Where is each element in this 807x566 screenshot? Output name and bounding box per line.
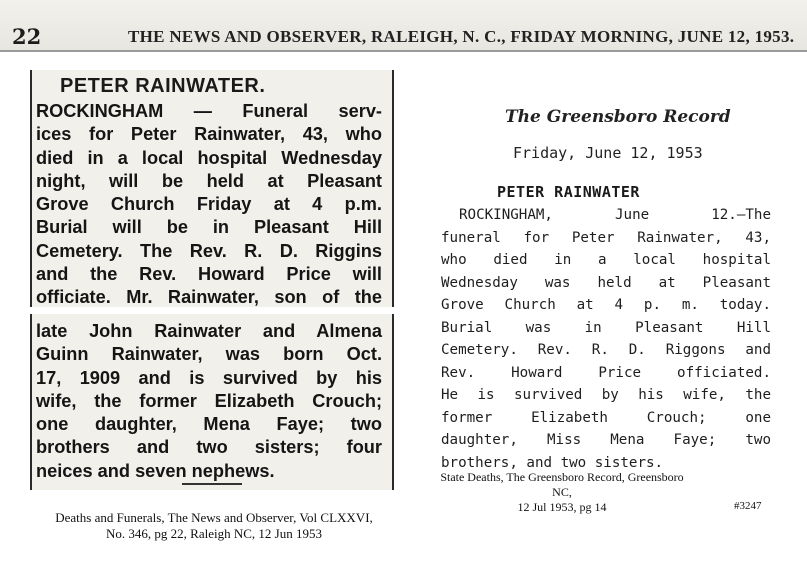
text-line: brothers and two sisters; four bbox=[36, 437, 382, 458]
citation-line: State Deaths, The Greensboro Record, Greensboro NC, bbox=[440, 470, 684, 499]
text-line: late John Rainwater and Almena bbox=[36, 321, 382, 341]
text-line: 17, 1909 and is survived by his bbox=[36, 367, 382, 388]
text-line: Grove Church Friday at 4 p.m. bbox=[36, 194, 382, 215]
document-id: #3247 bbox=[734, 500, 762, 512]
text-line: Burial was in Pleasant Hill bbox=[441, 319, 771, 336]
text-line: died in a local hospital Wednesday bbox=[36, 147, 382, 168]
text-line: one daughter, Mena Faye; two bbox=[36, 414, 382, 435]
text-line: Rev. Howard Price officiated. bbox=[441, 364, 771, 381]
citation-line: Deaths and Funerals, The News and Observer, Vol CLXXVI, bbox=[55, 510, 373, 525]
text-line: Burial will be in Pleasant Hill bbox=[36, 217, 382, 238]
page-number: 22 bbox=[12, 24, 42, 49]
text-line: who died in a local hospital bbox=[441, 252, 771, 268]
text-line: ices for Peter Rainwater, 43, who bbox=[36, 124, 382, 145]
text-line: neices and seven nephews. bbox=[36, 460, 275, 481]
text-line: Cemetery. The Rev. R. D. Riggins bbox=[36, 240, 382, 261]
text-line: He is survived by his wife, the bbox=[441, 387, 771, 403]
news-observer-citation bbox=[24, 510, 404, 542]
text-line: Cemetery. Rev. R. D. Riggons and bbox=[441, 342, 771, 358]
greensboro-date: Friday, June 12, 1953 bbox=[513, 144, 703, 162]
greensboro-article bbox=[441, 204, 771, 474]
newspaper-masthead bbox=[0, 0, 807, 52]
text-line: wife, the former Elizabeth Crouch; bbox=[36, 390, 382, 411]
text-line: former Elizabeth Crouch; one bbox=[441, 409, 771, 426]
citation-line: 12 Jul 1953, pg 14 bbox=[517, 500, 607, 514]
text-line: funeral for Peter Rainwater, 43, bbox=[441, 229, 771, 246]
news-observer-headline: PETER RAINWATER. bbox=[60, 75, 266, 97]
text-line: and the Rev. Howard Price will bbox=[36, 264, 382, 285]
greensboro-headline: PETER RAINWATER bbox=[497, 183, 640, 201]
text-line: ROCKINGHAM, June 12.—The bbox=[459, 207, 771, 223]
text-line: night, will be held at Pleasant bbox=[36, 170, 382, 191]
news-observer-column-top bbox=[36, 100, 382, 310]
citation-line: No. 346, pg 22, Raleigh NC, 12 Jun 1953 bbox=[106, 526, 322, 541]
end-rule bbox=[182, 483, 242, 485]
text-line: officiate. Mr. Rainwater, son of the bbox=[36, 287, 382, 308]
greensboro-citation bbox=[432, 470, 692, 515]
greensboro-masthead: The Greensboro Record bbox=[505, 107, 731, 127]
masthead-title: THE NEWS AND OBSERVER, RALEIGH, N. C., FRIDAY MORNING, JUNE 12, 1953. bbox=[128, 27, 795, 46]
news-observer-column-bottom bbox=[36, 320, 382, 483]
text-line: brothers, and two sisters. bbox=[441, 454, 664, 471]
text-line: Grove Church at 4 p. m. today. bbox=[441, 297, 771, 313]
text-line: daughter, Miss Mena Faye; two bbox=[441, 432, 771, 448]
text-line: Wednesday was held at Pleasant bbox=[441, 274, 771, 291]
text-line: Guinn Rainwater, was born Oct. bbox=[36, 344, 382, 365]
text-line: ROCKINGHAM — Funeral serv- bbox=[36, 101, 382, 121]
